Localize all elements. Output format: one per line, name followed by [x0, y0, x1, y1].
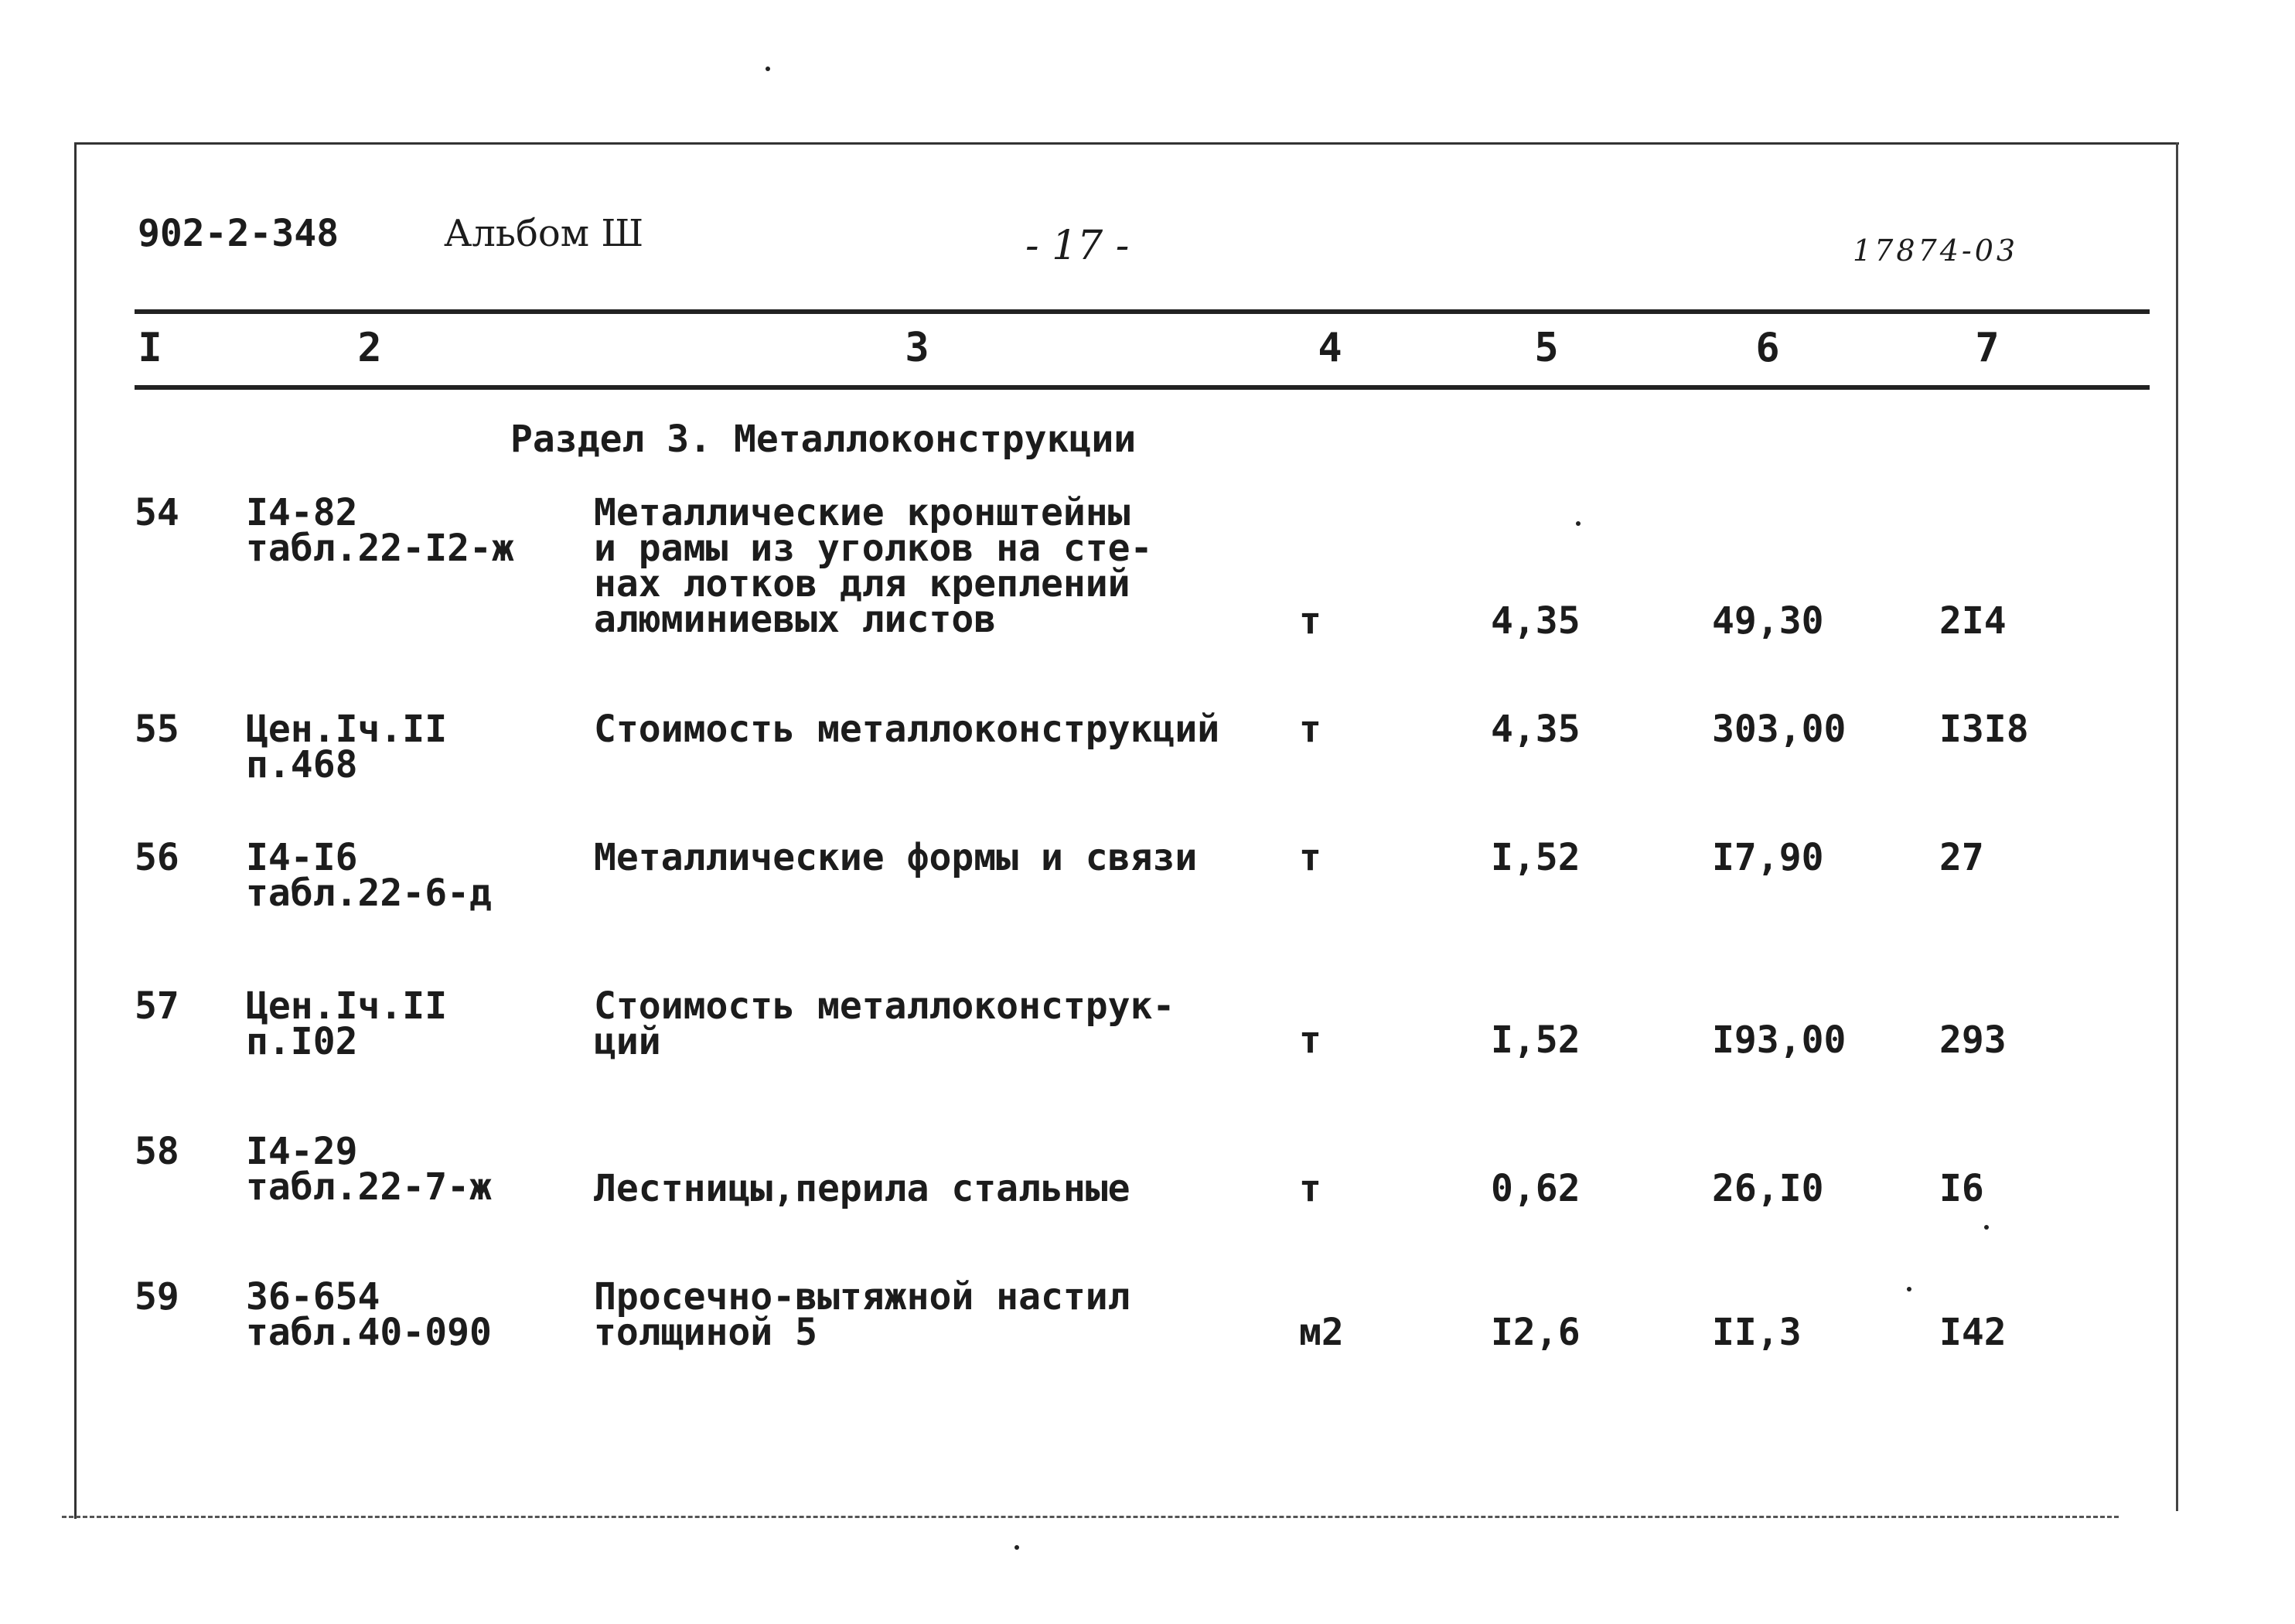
row-54-quantity: 4,35	[1491, 599, 1581, 643]
column-number-2: 2	[357, 325, 382, 371]
row-58-number: 58	[135, 1130, 179, 1173]
row-57-price: I93,00	[1712, 1018, 1847, 1062]
row-58-quantity: 0,62	[1491, 1167, 1581, 1210]
frame-right-line	[2176, 142, 2178, 1511]
row-59-number: 59	[135, 1275, 179, 1319]
row-55-number: 55	[135, 708, 179, 751]
row-56-number: 56	[135, 836, 179, 879]
column-number-6: 6	[1755, 325, 1780, 371]
frame-left-line	[74, 142, 77, 1519]
row-57-quantity: I,52	[1491, 1018, 1581, 1062]
row-59-unit: м2	[1299, 1311, 1344, 1354]
album-label: Альбом Ш	[444, 212, 644, 255]
row-54-price: 49,30	[1712, 599, 1824, 643]
row-58-price: 26,I0	[1712, 1167, 1824, 1210]
row-55-reference: Цен.Iч.II п.468	[246, 708, 448, 786]
row-56-quantity: I,52	[1491, 836, 1581, 879]
row-58-reference: I4-29 табл.22-7-ж	[246, 1130, 492, 1209]
row-57-number: 57	[135, 984, 179, 1028]
page-number: - 17 -	[1025, 223, 1130, 269]
document-code: 902-2-348	[138, 212, 339, 255]
row-55-description: Стоимость металлоконструкций	[594, 708, 1220, 751]
section-title: Раздел 3. Металлоконструкции	[510, 418, 1137, 461]
row-55-quantity: 4,35	[1491, 708, 1581, 751]
row-54-number: 54	[135, 491, 179, 534]
row-59-price: II,3	[1712, 1311, 1802, 1354]
row-55-unit: т	[1299, 708, 1321, 751]
row-55-price: 303,00	[1712, 708, 1847, 751]
document-number: 17874-03	[1853, 234, 2019, 268]
row-59-quantity: I2,6	[1491, 1311, 1581, 1354]
column-number-3: 3	[905, 325, 929, 371]
row-59-description: Просечно-вытяжной настил толщиной 5	[594, 1275, 1130, 1354]
row-56-description: Металлические формы и связи	[594, 836, 1198, 879]
row-54-total: 2I4	[1939, 599, 2007, 643]
header-rule-top	[135, 309, 2150, 314]
row-56-price: I7,90	[1712, 836, 1824, 879]
frame-top-line	[74, 142, 2179, 145]
row-59-reference: 36-654 табл.40-090	[246, 1275, 492, 1354]
column-number-4: 4	[1318, 325, 1342, 371]
row-59-total: I42	[1939, 1311, 2007, 1354]
row-56-total: 27	[1939, 836, 1984, 879]
row-57-unit: т	[1299, 1018, 1321, 1062]
row-56-reference: I4-I6 табл.22-6-д	[246, 836, 492, 915]
row-58-unit: т	[1299, 1167, 1321, 1210]
column-number-1: I	[138, 325, 162, 371]
frame-bottom-line	[62, 1516, 2119, 1518]
row-58-description: Лестницы,перила стальные	[594, 1167, 1130, 1210]
header-rule-bottom	[135, 385, 2150, 390]
row-54-unit: т	[1299, 599, 1321, 643]
row-54-description: Металлические кронштейны и рамы из уголков на сте- нах лотков для креплений алюминиевых листов	[594, 491, 1153, 641]
row-57-description: Стоимость металлоконструк- ций	[594, 984, 1175, 1063]
row-55-total: I3I8	[1939, 708, 2029, 751]
column-number-5: 5	[1534, 325, 1559, 371]
row-57-total: 293	[1939, 1018, 2007, 1062]
column-number-7: 7	[1975, 325, 2000, 371]
row-57-reference: Цен.Iч.II п.I02	[246, 984, 448, 1063]
row-58-total: I6	[1939, 1167, 1984, 1210]
row-54-reference: I4-82 табл.22-I2-ж	[246, 491, 514, 570]
row-56-unit: т	[1299, 836, 1321, 879]
